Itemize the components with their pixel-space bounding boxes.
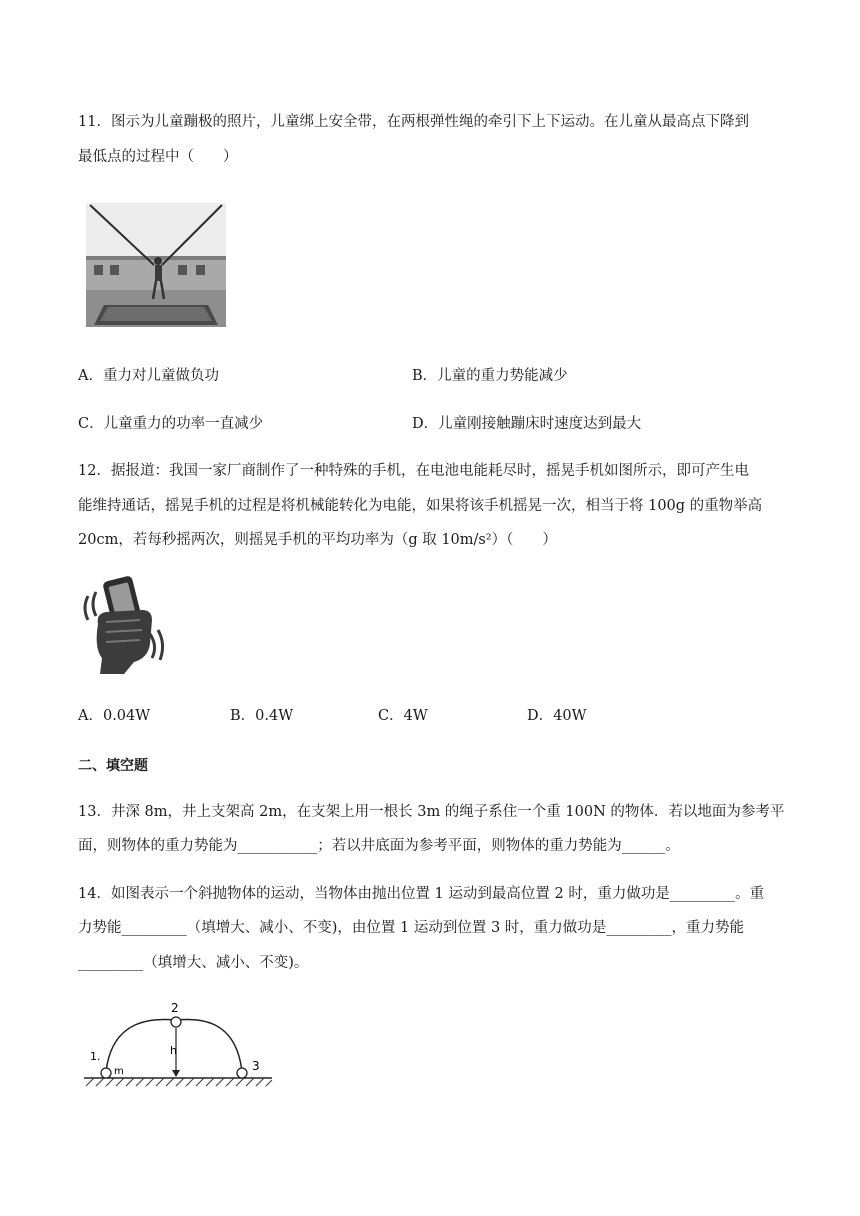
ball-position-1	[101, 1068, 111, 1078]
q14-text-line2: 力势能_________（填增大、减小、不变)，由位置 1 运动到位置 3 时，重力做功是_________，重力势能	[78, 920, 745, 936]
section-heading: 二、填空题	[78, 758, 148, 774]
q12-text-line3: 20cm，若每秒摇两次，则摇晃手机的平均功率为（g 取 10m/s²）（ ）	[78, 532, 557, 548]
ball-position-3	[237, 1068, 247, 1078]
q14-text-line1: 14．如图表示一个斜抛物体的运动，当物体由抛出位置 1 运动到最高位置 2 时，重力做功是_________。重	[78, 886, 765, 902]
q12-option-d[interactable]: D．40W	[527, 708, 587, 724]
label-position-1: 1.	[90, 1050, 101, 1063]
label-height: h	[170, 1044, 177, 1057]
projectile-motion-diagram	[82, 998, 278, 1094]
q11-text-line2: 最低点的过程中（ ）	[78, 149, 238, 165]
q12-text-line2: 能维持通话，摇晃手机的过程是将机械能转化为电能，如果将该手机摇晃一次，相当于将 100g 的重物举高	[78, 498, 763, 514]
q12-option-c[interactable]: C．4W	[378, 708, 428, 724]
q11-text-line1: 11．图示为儿童蹦极的照片，儿童绑上安全带，在两根弹性绳的牵引下上下运动。在儿童从最高点下降到	[78, 114, 749, 130]
q11-option-d[interactable]: D．儿童刚接触蹦床时速度达到最大	[412, 416, 642, 432]
label-position-3: 3	[252, 1059, 260, 1073]
q12-option-a[interactable]: A．0.04W	[78, 708, 151, 724]
q12-text-line1: 12．据报道：我国一家厂商制作了一种特殊的手机，在电池电能耗尽时，摇晃手机如图所示，即可产生电	[78, 463, 749, 479]
label-mass: m	[114, 1066, 124, 1077]
q11-option-c[interactable]: C．儿童重力的功率一直减少	[78, 416, 264, 432]
q14-text-line3: _________（填增大、减小、不变)。	[78, 955, 309, 971]
q12-option-b[interactable]: B．0.4W	[230, 708, 294, 724]
q11-option-b[interactable]: B．儿童的重力势能减少	[412, 368, 568, 384]
bungee-trampoline-photo	[86, 203, 226, 327]
ball-position-2	[171, 1017, 181, 1027]
q13-text-line2: 面，则物体的重力势能为___________；若以井底面为参考平面，则物体的重力势能为______。	[78, 838, 680, 854]
shaking-phone-icon	[80, 574, 168, 678]
q13-text-line1: 13．井深 8m，井上支架高 2m，在支架上用一根长 3m 的绳子系住一个重 100N 的物体．若以地面为参考平	[78, 804, 785, 820]
label-position-2: 2	[171, 1001, 179, 1015]
q11-option-a[interactable]: A．重力对儿童做负功	[78, 368, 219, 384]
